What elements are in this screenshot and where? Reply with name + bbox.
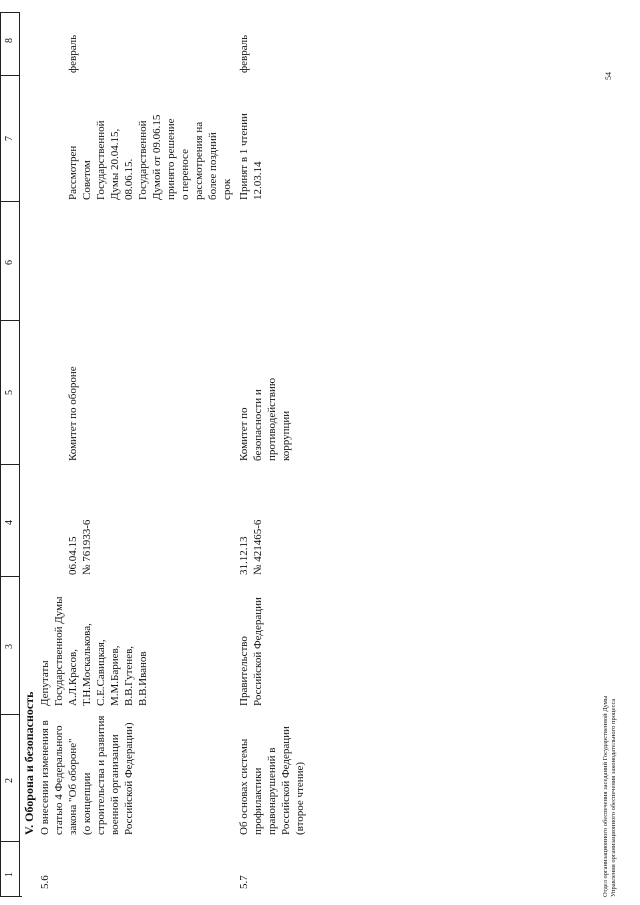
table-left-border xyxy=(0,896,22,897)
table-right-border xyxy=(0,12,20,13)
bill-registration: 31.12.13 № 421465-6 xyxy=(238,519,264,575)
column-number-6: 6 xyxy=(4,260,15,265)
col-divider-1 xyxy=(0,841,20,842)
page-footer: Отдел организационного обеспечения заседаний Государственной Думы Управления организационного обеспечения законодательного процесса xyxy=(602,695,617,897)
bill-initiator: Правительство Российской Федерации xyxy=(238,597,264,706)
column-number-3: 3 xyxy=(4,644,15,649)
bill-status: Рассмотрен Советом Государственной Думы 20.04.15, 08.06.15. Государственной Думой от 09.06.15 принято решение о переносе рассмотрения на более поздний срок xyxy=(67,114,233,200)
bill-status: Принят в 1 чтении 12.03.14 xyxy=(238,113,264,200)
table-top-border xyxy=(0,13,1,897)
bill-initiator: Депутаты Государственной Думы А.Л.Красов, Т.Н.Москалькова, С.Е.Савицкая, М.М.Бариев, В.В.Гутенев, В.В.Иванов xyxy=(39,596,149,706)
column-number-2: 2 xyxy=(4,778,15,783)
col-divider-5 xyxy=(0,320,20,321)
planned-month: февраль xyxy=(238,34,250,73)
planned-month: февраль xyxy=(67,34,79,73)
col-divider-6 xyxy=(0,201,20,202)
header-row-border xyxy=(19,13,20,897)
col-divider-3 xyxy=(0,576,20,577)
section-title: V. Оборона и безопасность xyxy=(22,691,36,835)
bill-registration: 06.04.15 № 761933-6 xyxy=(67,519,93,575)
row-number: 5.6 xyxy=(39,875,51,889)
column-number-4: 4 xyxy=(4,520,15,525)
column-number-7: 7 xyxy=(4,136,15,141)
row-number: 5.7 xyxy=(238,875,250,889)
column-number-8: 8 xyxy=(4,38,15,43)
col-divider-2 xyxy=(0,714,20,715)
col-divider-4 xyxy=(0,464,20,465)
col-divider-7 xyxy=(0,75,20,76)
column-number-5: 5 xyxy=(4,390,15,395)
page-number: 54 xyxy=(604,72,613,80)
responsible-committee: Комитет по безопасности и противодействию коррупции xyxy=(238,377,292,461)
bill-title: О внесении изменения в статью 4 Федерального закона "Об обороне" (о концепции строительства и развития военной организации Российской Федерации) xyxy=(39,715,135,835)
bill-title: Об основах системы профилактики правонарушений в Российской Федерации (второе чтение) xyxy=(238,726,306,835)
column-number-1: 1 xyxy=(4,872,15,877)
responsible-committee: Комитет по обороне xyxy=(67,366,79,461)
